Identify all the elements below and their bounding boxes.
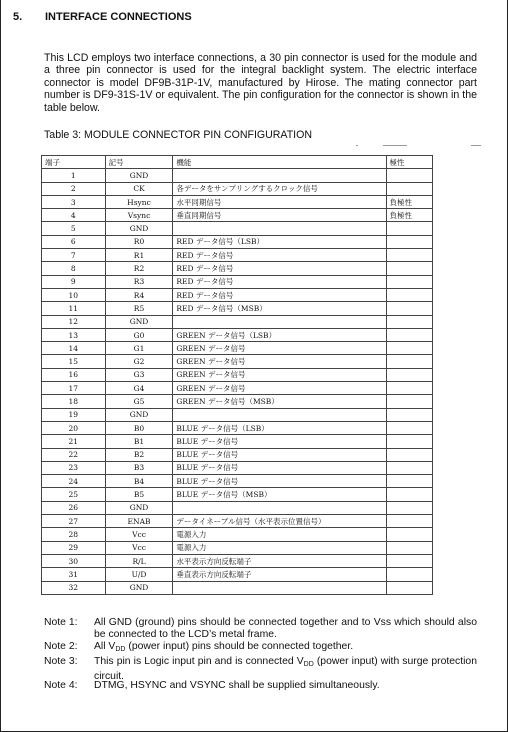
section-title: INTERFACE CONNECTIONS	[45, 11, 192, 23]
pin-symbol: Vcc	[105, 528, 173, 541]
scan-mark	[471, 145, 481, 146]
pin-polarity	[386, 461, 432, 474]
pin-function	[173, 408, 386, 421]
pin-number: 20	[42, 421, 106, 434]
table-header-row	[42, 156, 433, 169]
pin-number: 5	[42, 222, 106, 235]
pin-number: 27	[42, 515, 106, 528]
table-row	[42, 554, 433, 567]
pin-symbol: R1	[105, 249, 173, 262]
pin-number: 16	[42, 368, 106, 381]
pin-polarity	[386, 554, 432, 567]
pin-symbol: B2	[105, 448, 173, 461]
pin-number: 4	[42, 209, 106, 222]
pin-symbol: B4	[105, 475, 173, 488]
note-label: Note 1:	[44, 617, 78, 628]
pin-symbol: R2	[105, 262, 173, 275]
table-row	[42, 222, 433, 235]
pin-number: 26	[42, 501, 106, 514]
note-label: Note 4:	[44, 680, 78, 691]
table-row	[42, 581, 433, 594]
pin-polarity	[386, 568, 432, 581]
note-label: Note 2:	[44, 641, 78, 652]
table-row	[42, 195, 433, 208]
header-symbol: 記号	[105, 156, 173, 169]
pin-function: RED データ信号	[173, 275, 386, 288]
pin-polarity	[386, 169, 432, 182]
pin-polarity	[386, 222, 432, 235]
table-row	[42, 475, 433, 488]
table-row	[42, 461, 433, 474]
pin-polarity	[386, 302, 432, 315]
table-row	[42, 262, 433, 275]
table-row	[42, 515, 433, 528]
table-row	[42, 249, 433, 262]
pin-symbol: ENAB	[105, 515, 173, 528]
pin-symbol: GND	[105, 501, 173, 514]
note	[44, 641, 477, 656]
pin-symbol: B3	[105, 461, 173, 474]
pin-polarity	[386, 288, 432, 301]
pin-symbol: Hsync	[105, 195, 173, 208]
pin-polarity	[386, 182, 432, 195]
pin-polarity	[386, 488, 432, 501]
pin-polarity	[386, 328, 432, 341]
pin-symbol: U/D	[105, 568, 173, 581]
table-row	[42, 182, 433, 195]
table-row	[42, 342, 433, 355]
pin-number: 22	[42, 448, 106, 461]
pin-symbol: GND	[105, 222, 173, 235]
table-row	[42, 355, 433, 368]
pin-number: 31	[42, 568, 106, 581]
pin-polarity	[386, 368, 432, 381]
table-row	[42, 302, 433, 315]
pin-symbol: G0	[105, 328, 173, 341]
pin-number: 15	[42, 355, 106, 368]
table-row	[42, 209, 433, 222]
pin-symbol: G1	[105, 342, 173, 355]
pin-function: BLUE データ信号	[173, 435, 386, 448]
pin-function: BLUE データ信号（LSB）	[173, 421, 386, 434]
pin-polarity	[386, 421, 432, 434]
pin-polarity: 負極性	[386, 195, 432, 208]
pin-symbol: GND	[105, 315, 173, 328]
pin-function: GREEN データ信号	[173, 382, 386, 395]
table-caption: Table 3: MODULE CONNECTOR PIN CONFIGURATION	[44, 129, 313, 141]
scan-mark	[383, 145, 407, 146]
note	[44, 680, 477, 692]
pin-function: RED データ信号（MSB）	[173, 302, 386, 315]
table-row	[42, 382, 433, 395]
note	[44, 656, 477, 680]
table-row	[42, 169, 433, 182]
table-row	[42, 315, 433, 328]
pin-symbol: R/L	[105, 554, 173, 567]
table-body	[42, 169, 433, 595]
table-row	[42, 501, 433, 514]
pin-polarity	[386, 395, 432, 408]
pin-function: データイネーブル信号（水平表示位置信号）	[173, 515, 386, 528]
pin-symbol: G4	[105, 382, 173, 395]
pin-polarity	[386, 475, 432, 488]
pin-function: RED データ信号	[173, 262, 386, 275]
intro-paragraph: This LCD employs two interface connections, a 30 pin connector is used for the module and a three pin connector is used for the integral backlight system. The electric interface connector is model DF9B-31P-1V, manufactured by Hirose. The mating connector part number is DF9-31S-1V or equivalent. The pin configuration for the connector is shown in the table below.	[44, 52, 477, 114]
pin-function	[173, 315, 386, 328]
table-row	[42, 421, 433, 434]
pin-function: GREEN データ信号	[173, 355, 386, 368]
pin-polarity	[386, 581, 432, 594]
pin-function: BLUE データ信号	[173, 475, 386, 488]
pin-function	[173, 501, 386, 514]
pin-number: 24	[42, 475, 106, 488]
pin-symbol: GND	[105, 169, 173, 182]
pin-polarity	[386, 501, 432, 514]
pin-symbol: GND	[105, 581, 173, 594]
pin-polarity	[386, 382, 432, 395]
pin-symbol: Vcc	[105, 541, 173, 554]
header-pin: 端子	[42, 156, 106, 169]
section-heading	[13, 11, 192, 23]
pin-number: 11	[42, 302, 106, 315]
table-row	[42, 395, 433, 408]
notes	[44, 617, 477, 692]
note	[44, 617, 477, 641]
pin-polarity	[386, 275, 432, 288]
pin-function: RED データ信号	[173, 249, 386, 262]
pin-number: 19	[42, 408, 106, 421]
pin-function: 水平表示方向反転端子	[173, 554, 386, 567]
pin-polarity	[386, 528, 432, 541]
pin-symbol: G2	[105, 355, 173, 368]
pin-number: 12	[42, 315, 106, 328]
note-label: Note 3:	[44, 656, 78, 667]
pin-symbol: R0	[105, 235, 173, 248]
pin-polarity	[386, 408, 432, 421]
pin-polarity: 負極性	[386, 209, 432, 222]
pin-function: GREEN データ信号（MSB）	[173, 395, 386, 408]
pin-function: 電源入力	[173, 541, 386, 554]
pin-function: GREEN データ信号（LSB）	[173, 328, 386, 341]
pin-number: 25	[42, 488, 106, 501]
table-row	[42, 488, 433, 501]
pin-symbol: B0	[105, 421, 173, 434]
pin-number: 17	[42, 382, 106, 395]
pin-symbol: CK	[105, 182, 173, 195]
pin-symbol: R4	[105, 288, 173, 301]
pin-number: 1	[42, 169, 106, 182]
pin-symbol: GND	[105, 408, 173, 421]
pin-number: 9	[42, 275, 106, 288]
pin-number: 10	[42, 288, 106, 301]
pin-symbol: G3	[105, 368, 173, 381]
pin-polarity	[386, 515, 432, 528]
pin-polarity	[386, 262, 432, 275]
pin-symbol: G5	[105, 395, 173, 408]
pin-polarity	[386, 541, 432, 554]
pin-number: 32	[42, 581, 106, 594]
pin-function: BLUE データ信号（MSB）	[173, 488, 386, 501]
note-text: All $V_{DD}$ (power input) pins should be connected together.	[94, 641, 354, 653]
pin-symbol: R5	[105, 302, 173, 315]
scan-mark	[356, 145, 358, 146]
pin-number: 28	[42, 528, 106, 541]
pin-number: 3	[42, 195, 106, 208]
pin-number: 6	[42, 235, 106, 248]
pin-polarity	[386, 448, 432, 461]
table-row	[42, 435, 433, 448]
section-number: 5.	[13, 11, 23, 23]
table-row	[42, 541, 433, 554]
pin-function: GREEN データ信号	[173, 368, 386, 381]
pin-function: RED データ信号（LSB）	[173, 235, 386, 248]
table-row	[42, 448, 433, 461]
pin-number: 30	[42, 554, 106, 567]
pin-number: 7	[42, 249, 106, 262]
pin-number: 8	[42, 262, 106, 275]
pin-number: 18	[42, 395, 106, 408]
pin-number: 23	[42, 461, 106, 474]
pin-function	[173, 581, 386, 594]
header-polarity: 極性	[386, 156, 432, 169]
pin-function	[173, 222, 386, 235]
pin-function	[173, 169, 386, 182]
note-text: All GND (ground) pins should be connected together and to Vss which should also be connected to the LCD’s metal frame.	[94, 617, 477, 640]
note-text: This pin is Logic input pin and is connected $V_{DD}$ (power input) with surge protection circuit.	[94, 656, 477, 682]
table-row	[42, 368, 433, 381]
table-row	[42, 568, 433, 581]
table-row	[42, 275, 433, 288]
pin-symbol: R3	[105, 275, 173, 288]
pin-function: 電源入力	[173, 528, 386, 541]
pin-polarity	[386, 342, 432, 355]
pin-function: 水平同期信号	[173, 195, 386, 208]
header-function: 機能	[173, 156, 386, 169]
note-text: DTMG, HSYNC and VSYNC shall be supplied simultaneously.	[94, 680, 380, 691]
pin-function: BLUE データ信号	[173, 448, 386, 461]
pin-number: 2	[42, 182, 106, 195]
table-row	[42, 328, 433, 341]
pin-function: RED データ信号	[173, 288, 386, 301]
pin-polarity	[386, 355, 432, 368]
pin-symbol: B1	[105, 435, 173, 448]
pin-polarity	[386, 249, 432, 262]
pin-symbol: Vsync	[105, 209, 173, 222]
table-row	[42, 288, 433, 301]
table-row	[42, 235, 433, 248]
pin-function: 垂直表示方向反転端子	[173, 568, 386, 581]
pin-function: 各データをサンプリングするクロック信号	[173, 182, 386, 195]
pin-function: BLUE データ信号	[173, 461, 386, 474]
pin-number: 21	[42, 435, 106, 448]
pin-number: 14	[42, 342, 106, 355]
pin-function: GREEN データ信号	[173, 342, 386, 355]
pin-polarity	[386, 435, 432, 448]
pin-polarity	[386, 235, 432, 248]
pin-function: 垂直同期信号	[173, 209, 386, 222]
pin-number: 29	[42, 541, 106, 554]
pin-polarity	[386, 315, 432, 328]
pin-symbol: B5	[105, 488, 173, 501]
pin-configuration-table	[41, 155, 433, 595]
table-row	[42, 408, 433, 421]
table-row	[42, 528, 433, 541]
pin-number: 13	[42, 328, 106, 341]
